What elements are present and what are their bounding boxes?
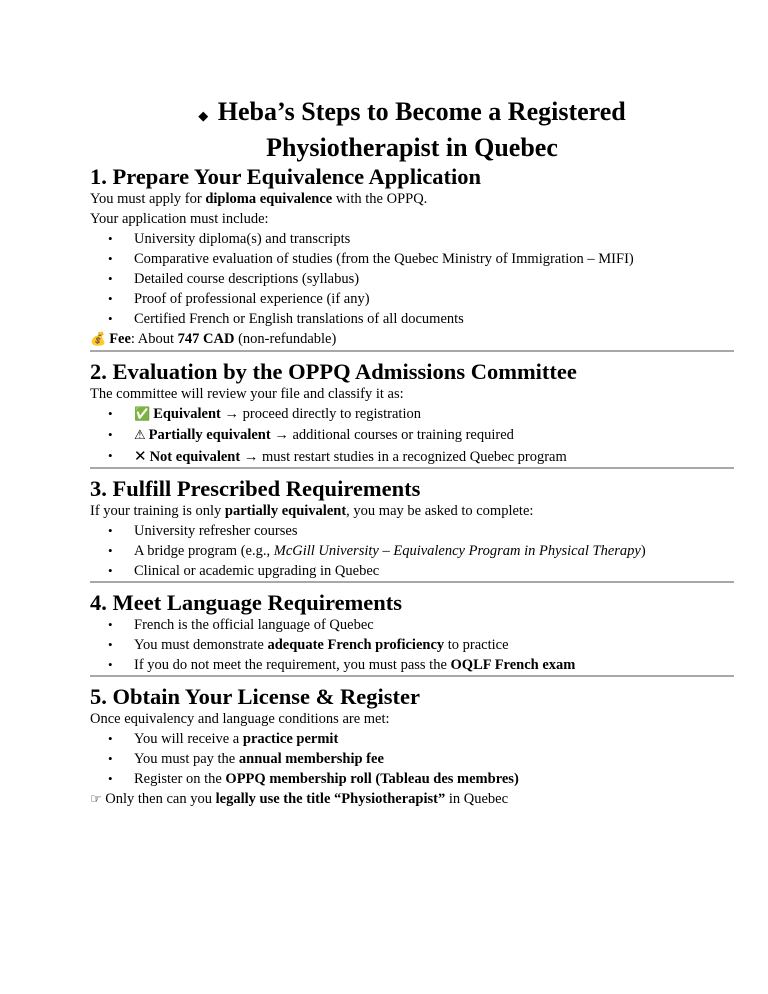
item-text: → proceed directly to registration xyxy=(220,406,421,422)
list-item xyxy=(134,749,734,769)
list-item xyxy=(134,425,734,446)
fee-text: (non-refundable) xyxy=(234,331,337,347)
section-5 xyxy=(90,685,734,810)
list-item: • Comparative evaluation of studies (from the Quebec Ministry of Immigration – MIFI) xyxy=(134,249,734,269)
item-text: You must demonstrate xyxy=(134,637,268,653)
section-3-list xyxy=(90,521,734,581)
item-text: You will receive a xyxy=(134,731,243,747)
list-item: • University refresher courses xyxy=(134,521,734,541)
final-note xyxy=(90,789,734,810)
final-text: in Quebec xyxy=(445,791,509,807)
list-item: • French is the official language of Quebec xyxy=(134,615,734,635)
intro-text: You must apply for xyxy=(90,191,206,207)
section-1-intro xyxy=(90,189,734,209)
pointing-hand-icon: ☞ xyxy=(90,792,102,807)
item-text: A bridge program (e.g., xyxy=(134,543,274,559)
fee-amount: 747 CAD xyxy=(177,331,235,347)
item-bold: Not equivalent xyxy=(149,449,241,465)
item-text: If you do not meet the requirement, you must pass the xyxy=(134,657,451,673)
section-4-list xyxy=(90,615,734,675)
fee-text: : About xyxy=(130,331,178,347)
intro-bold: partially equivalent xyxy=(224,503,347,519)
section-5-heading: 5. Obtain Your License & Register xyxy=(90,684,420,709)
item-bold: practice permit xyxy=(242,731,339,747)
section-2 xyxy=(90,360,734,467)
section-2-heading: 2. Evaluation by the OPPQ Admissions Committee xyxy=(90,359,577,384)
list-item: • Detailed course descriptions (syllabus) xyxy=(134,269,734,289)
page-title xyxy=(90,96,734,163)
section-4-heading: 4. Meet Language Requirements xyxy=(90,590,403,615)
item-bold: adequate French proficiency xyxy=(267,637,445,653)
divider xyxy=(90,467,734,469)
item-italic: McGill University – Equivalency Program in Physical Therapy xyxy=(273,543,641,559)
check-mark-icon: ✅ xyxy=(134,407,151,422)
list-item xyxy=(134,446,734,467)
page-title-text: Heba’s Steps to Become a Registered Physiotherapist in Quebec xyxy=(217,97,626,162)
item-text: Register on the xyxy=(134,771,226,787)
section-2-list xyxy=(90,404,734,467)
item-text: You must pay the xyxy=(134,751,239,767)
list-item xyxy=(134,729,734,749)
section-2-intro: The committee will review your file and classify it as: xyxy=(90,386,404,402)
item-bold: OPPQ membership roll (Tableau des membres) xyxy=(225,771,519,787)
fee-line xyxy=(90,329,734,350)
fee-label: Fee xyxy=(109,331,131,347)
section-1 xyxy=(90,165,734,350)
document-page xyxy=(90,96,734,810)
list-item xyxy=(134,404,734,425)
intro-text: If your training is only xyxy=(90,503,225,519)
cross-icon: ✕ xyxy=(134,447,147,465)
section-1-intro-2: Your application must include: xyxy=(90,211,269,227)
divider xyxy=(90,675,734,677)
item-bold: annual membership fee xyxy=(238,751,384,767)
item-text: → additional courses or training required xyxy=(270,427,514,443)
list-item xyxy=(134,769,734,789)
money-bag-icon: 💰 xyxy=(90,332,107,347)
diamond-icon: ◆ xyxy=(198,109,209,124)
section-1-heading: 1. Prepare Your Equivalence Application xyxy=(90,164,482,189)
divider xyxy=(90,350,734,352)
warning-icon: ⚠ xyxy=(134,428,146,443)
list-item xyxy=(134,541,734,561)
list-item: • University diploma(s) and transcripts xyxy=(134,229,734,249)
intro-bold: diploma equivalence xyxy=(205,191,333,207)
list-item: • Clinical or academic upgrading in Quebec xyxy=(134,561,734,581)
list-item: • Certified French or English translations of all documents xyxy=(134,309,734,329)
list-item xyxy=(134,635,734,655)
section-3 xyxy=(90,477,734,581)
intro-text: with the OPPQ. xyxy=(332,191,428,207)
item-bold: Partially equivalent xyxy=(148,427,271,443)
item-text: to practice xyxy=(444,637,509,653)
section-3-heading: 3. Fulfill Prescribed Requirements xyxy=(90,476,421,501)
section-3-intro xyxy=(90,501,734,521)
item-bold: Equivalent xyxy=(153,406,221,422)
section-5-intro: Once equivalency and language conditions are met: xyxy=(90,711,390,727)
list-item: • Proof of professional experience (if any) xyxy=(134,289,734,309)
list-item xyxy=(134,655,734,675)
final-bold: legally use the title “Physiotherapist” xyxy=(215,791,446,807)
section-5-list xyxy=(90,729,734,789)
item-text: ) xyxy=(640,543,646,559)
section-1-list xyxy=(90,229,734,329)
item-text: → must restart studies in a recognized Quebec program xyxy=(240,449,567,465)
item-bold: OQLF French exam xyxy=(450,657,576,673)
divider xyxy=(90,581,734,583)
final-text: Only then can you xyxy=(101,791,216,807)
intro-text: , you may be asked to complete: xyxy=(346,503,534,519)
section-4 xyxy=(90,591,734,675)
